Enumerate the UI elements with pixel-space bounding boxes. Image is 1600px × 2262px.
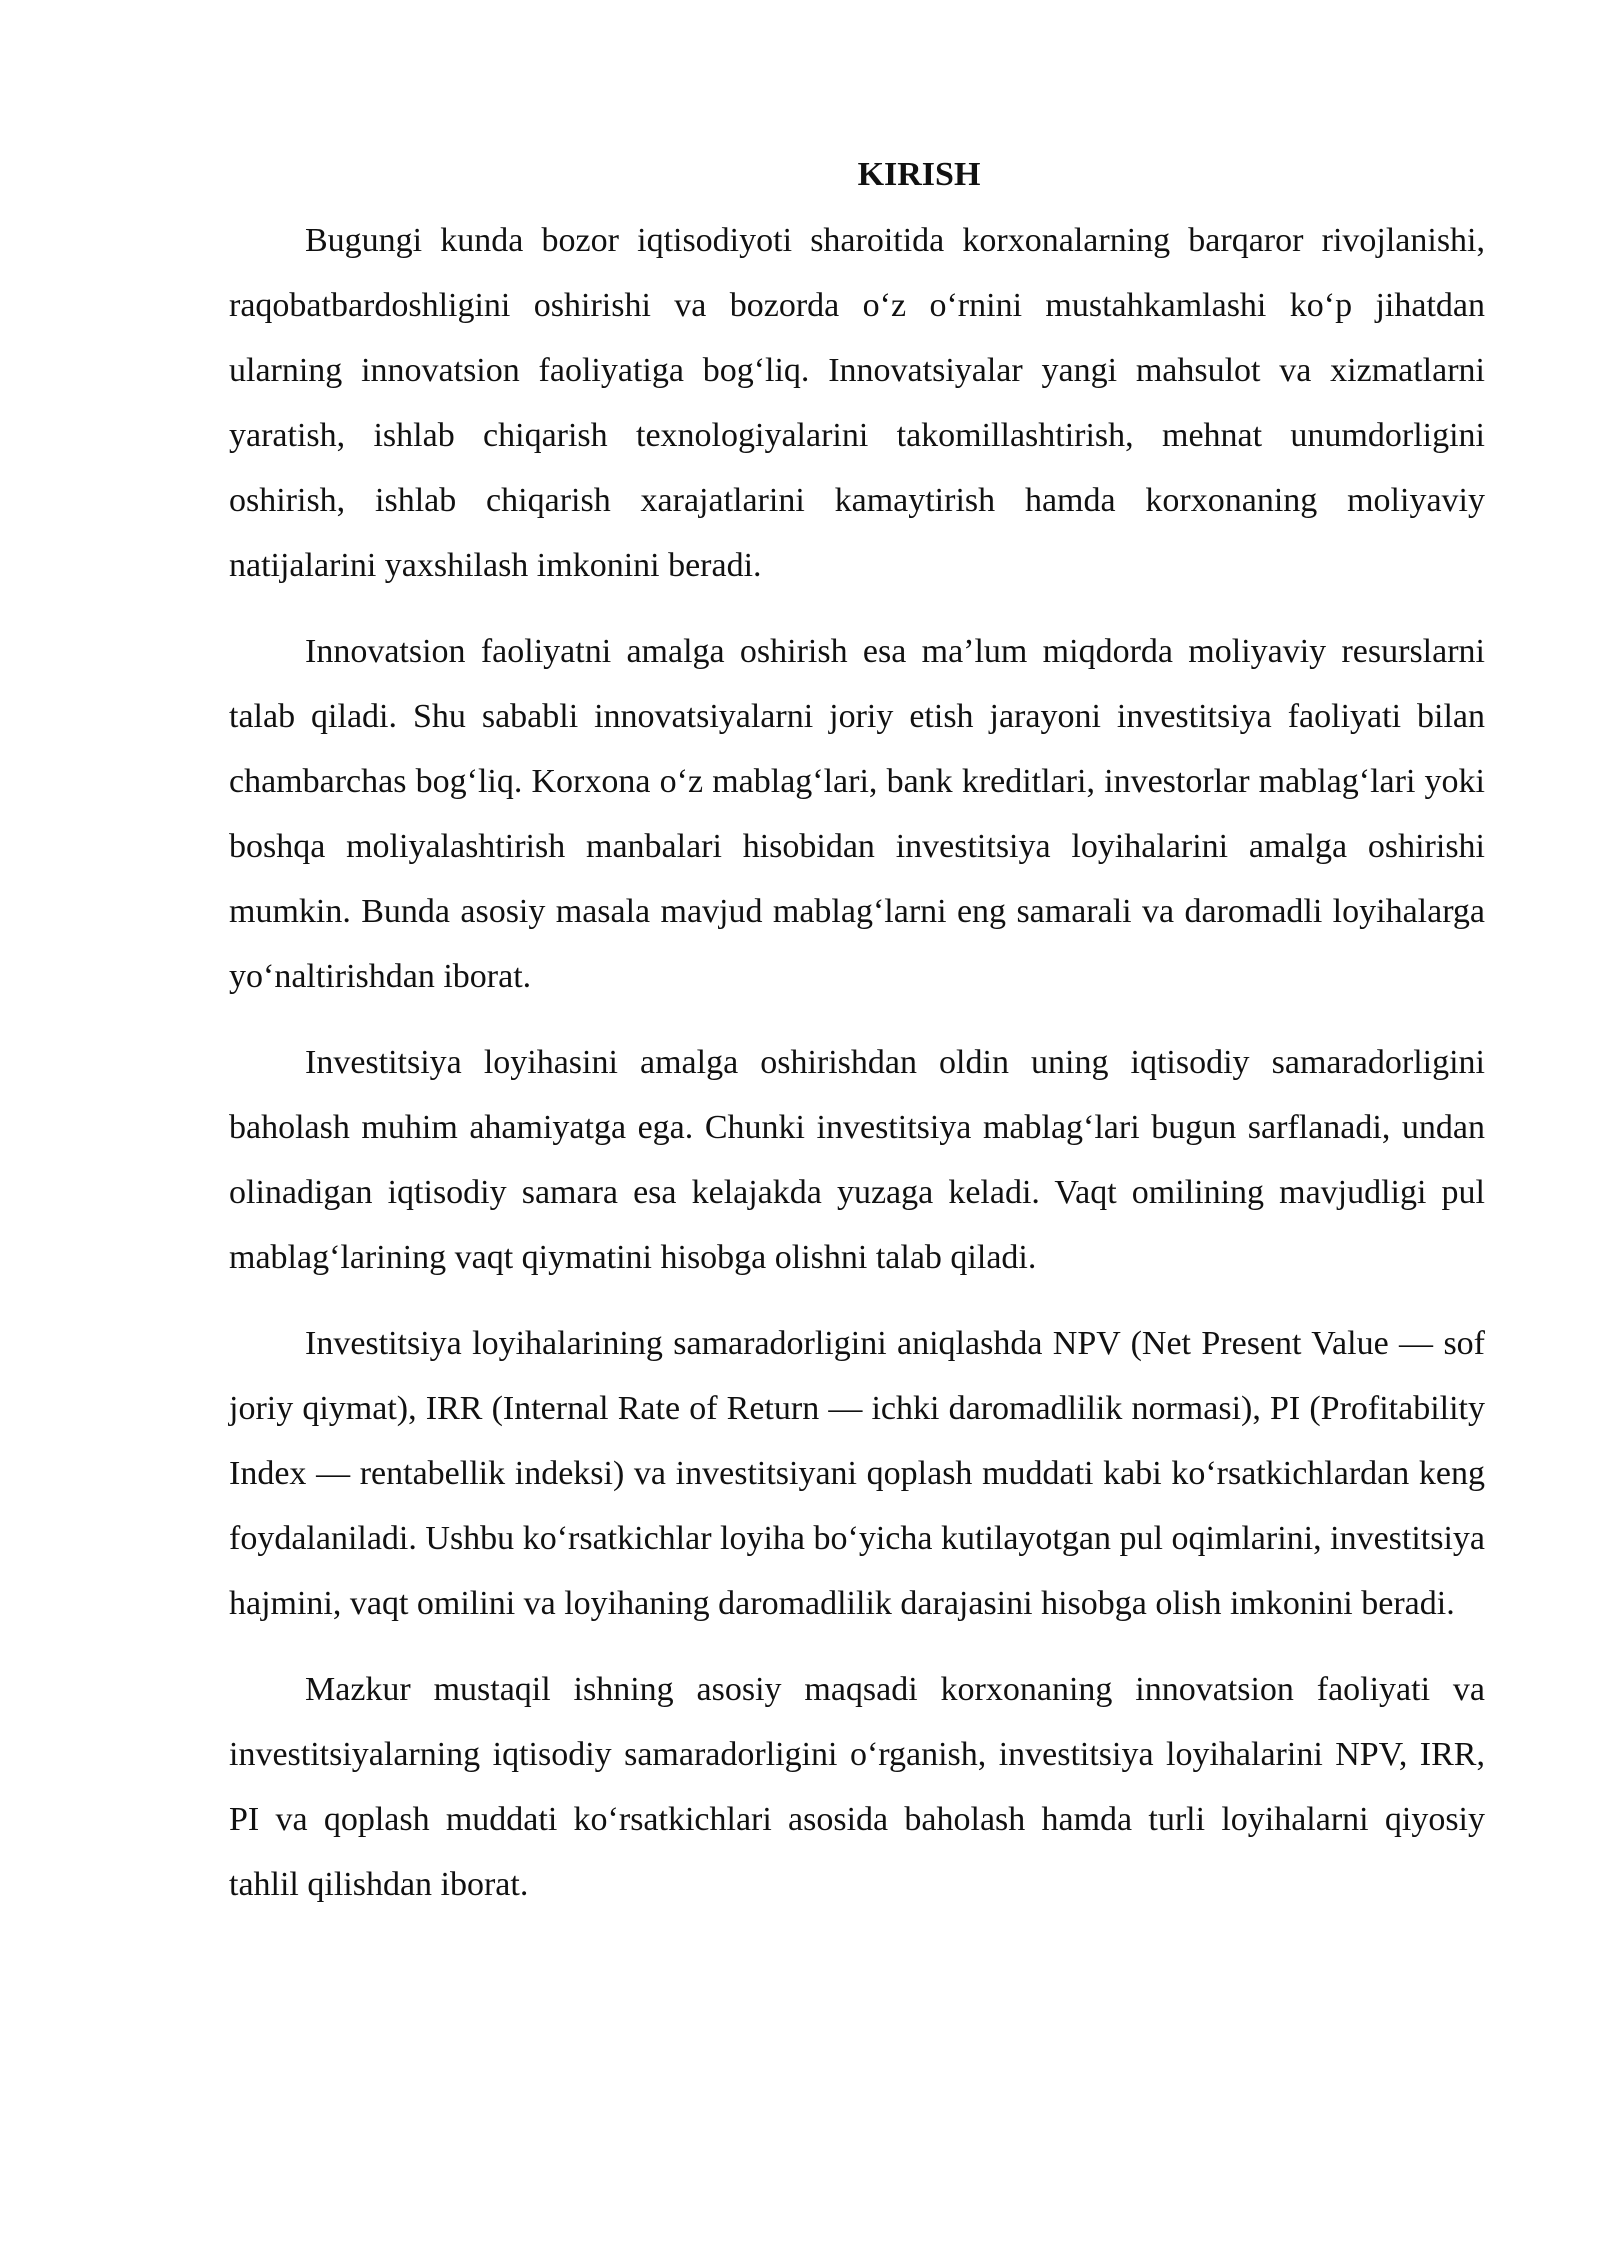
section-heading: KIRISH — [857, 156, 981, 193]
paragraph-4: Investitsiya loyihalarining samaradorligini aniqlashda NPV (Net Present Value — sof joriy qiymat), IRR (Internal Rate of Return — ichki daromadlilik normasi), PI (Profitability Index — rentabellik indeksi) va investitsiyani qoplash muddati kabi ko‘rsatkichlardan keng foydalaniladi. Ushbu ko‘rsatkichlar loyiha bo‘yicha kutilayotgan pul oqimlarini, investitsiya hajmini, vaqt omilini va loyihaning daromadlilik darajasini hisobga olish imkonini beradi. — [229, 1325, 1485, 1622]
paragraph-2: Innovatsion faoliyatni amalga oshirish esa ma’lum miqdorda moliyaviy resurslarni talab qiladi. Shu sababli innovatsiyalarni joriy etish jarayoni investitsiya faoliyati bilan chambarchas bog‘liq. Korxona o‘z mablag‘lari, bank kreditlari, investorlar mablag‘lari yoki boshqa moliyalashtirish manbalari hisobidan investitsiya loyihalarini amalga oshirishi mumkin. Bunda asosiy masala mavjud mablag‘larni eng samarali va daromadli loyihalarga yo‘naltirishdan iborat. — [229, 633, 1485, 995]
paragraph-5: Mazkur mustaqil ishning asosiy maqsadi korxonaning innovatsion faoliyati va investitsiyalarning iqtisodiy samaradorligini o‘rganish, investitsiya loyihalarini NPV, IRR, PI va qoplash muddati ko‘rsatkichlari asosida baholash hamda turli loyihalarni qiyosiy tahlil qilishdan iborat. — [229, 1671, 1485, 1903]
document-page — [229, 150, 1485, 1938]
paragraph-3: Investitsiya loyihasini amalga oshirishdan oldin uning iqtisodiy samaradorligini baholash muhim ahamiyatga ega. Chunki investitsiya mablag‘lari bugun sarflanadi, undan olinadigan iqtisodiy samara esa kelajakda yuzaga keladi. Vaqt omilining mavjudligi pul mablag‘larining vaqt qiymatini hisobga olishni talab qiladi. — [229, 1044, 1485, 1276]
paragraph-1: Bugungi kunda bozor iqtisodiyoti sharoitida korxonalarning barqaror rivojlanishi, raqobatbardoshligini oshirishi va bozorda o‘z o‘rnini mustahkamlashi ko‘p jihatdan ularning innovatsion faoliyatiga bog‘liq. Innovatsiyalar yangi mahsulot va xizmatlarni yaratish, ishlab chiqarish texnologiyalarini takomillashtirish, mehnat unumdorligini oshirish, ishlab chiqarish xarajatlarini kamaytirish hamda korxonaning moliyaviy natijalarini yaxshilash imkonini beradi. — [229, 222, 1485, 584]
